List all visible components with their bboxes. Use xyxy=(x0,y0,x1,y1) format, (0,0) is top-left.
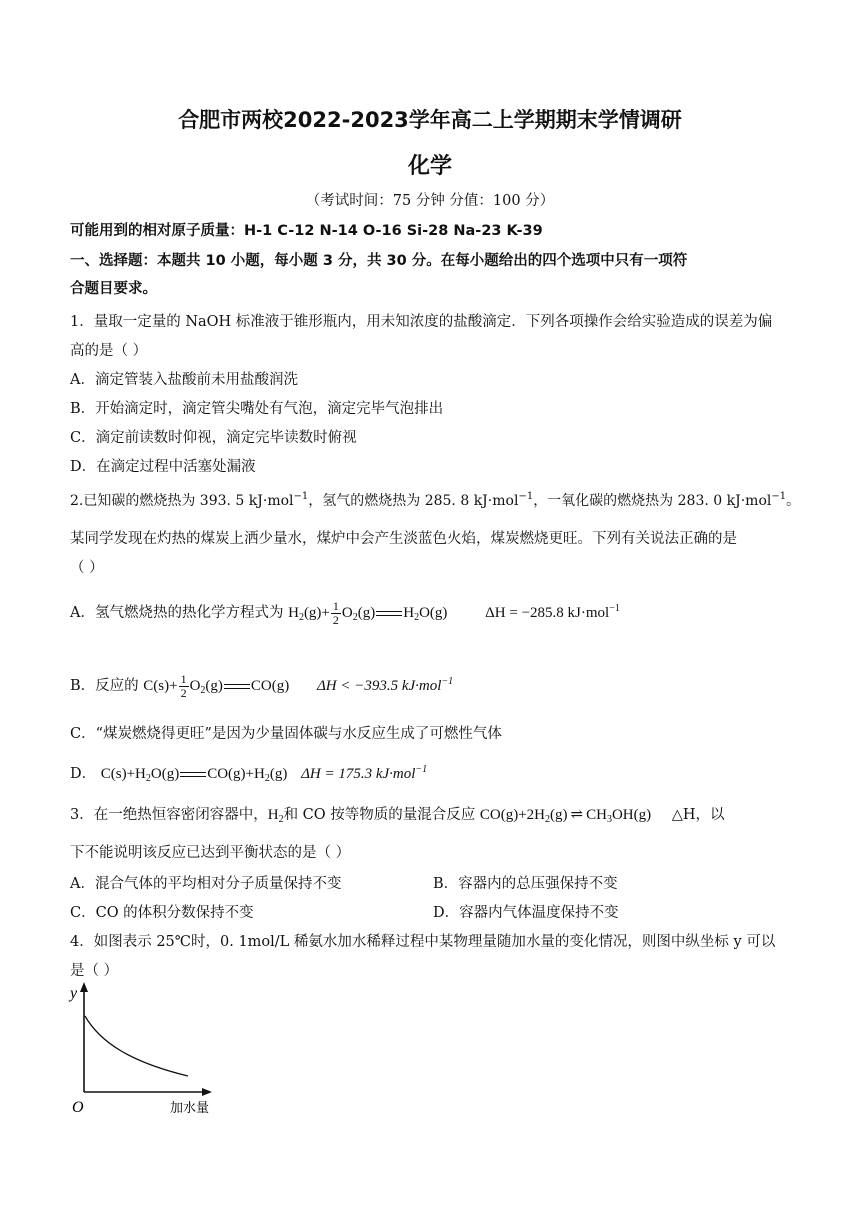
q3-stem-c: △H，以 xyxy=(671,807,725,823)
q3-stem-line2: 下不能说明该反应已达到平衡状态的是（ ） xyxy=(70,845,351,861)
q3-eq-sub3: 3 xyxy=(606,814,612,825)
dh-sup-b: −1 xyxy=(441,675,454,687)
q2-stem-part2: ，氢气的燃烧热为 285. 8 kJ·mol xyxy=(308,493,519,509)
exam-info: （考试时间：75 分钟 分值：100 分） xyxy=(305,193,555,209)
graph-y-label: y xyxy=(70,985,78,1002)
eq-o-b-sub: 2 xyxy=(200,684,206,696)
eq-d1-sub: 2 xyxy=(145,773,151,784)
q2-option-a xyxy=(70,600,620,627)
section-heading-line2: 合题目要求。 xyxy=(70,281,157,297)
q2-option-d-dh xyxy=(301,766,427,782)
q2-stem-part4: 。 xyxy=(786,493,801,509)
y-axis-arrow-icon xyxy=(80,982,88,992)
q2-option-c: C．“煤炭燃烧得更旺”是因为少量固体碳与水反应生成了可燃性气体 xyxy=(70,726,502,742)
q3-h: H xyxy=(267,807,279,823)
eq-h: H xyxy=(288,604,299,621)
eq-d3: CO(g)+H xyxy=(207,766,265,782)
eq-d1: C(s)+H xyxy=(100,766,146,782)
q4-stem-line1: 4．如图表示 25℃时，0. 1mol/L 稀氨水加水稀释过程中某物理量随加水量的变化情况，则图中纵坐标 y 可以 xyxy=(70,934,776,950)
eq-o-sub2: 2 xyxy=(352,611,358,623)
eq-o: O xyxy=(341,604,353,621)
x-axis-arrow-icon xyxy=(202,1088,212,1096)
eq-d4: (g) xyxy=(269,766,288,782)
eq-c: C(s)+ xyxy=(143,677,178,694)
q3-eq-sub2: 2 xyxy=(545,814,551,825)
equals-sign-d xyxy=(180,772,206,777)
q2-sup2: −1 xyxy=(518,491,534,502)
eq-co: CO(g) xyxy=(250,677,290,694)
eq-product-h: H xyxy=(403,604,415,621)
graph-origin-label: O xyxy=(72,1099,84,1115)
q1-option-b: B．开始滴定时，滴定管尖嘴处有气泡，滴定完毕气泡排出 xyxy=(70,401,444,417)
eq-fraction xyxy=(331,600,341,627)
q2-option-d-equation xyxy=(101,766,291,782)
decay-curve xyxy=(85,1016,188,1076)
q2-option-d xyxy=(70,762,427,784)
q2-option-a-dh xyxy=(485,602,620,621)
dh-value: ΔH = −285.8 kJ·mol xyxy=(485,604,610,621)
q4-graph xyxy=(60,980,230,1115)
q3-option-b: B．容器内的总压强保持不变 xyxy=(433,876,618,892)
page-title: 合肥市两校2022-2023学年高二上学期期末学情调研 xyxy=(178,108,682,132)
q3-option-c: C．CO 的体积分数保持不变 xyxy=(70,905,254,921)
graph-x-label: 加水量 xyxy=(170,1101,210,1115)
dh-sup: −1 xyxy=(609,602,620,614)
section-heading-line1: 一、选择题：本题共 10 小题，每小题 3 分，共 30 分。在每小题给出的四个选项中只有一项符 xyxy=(70,253,688,269)
q2-option-b-equation xyxy=(143,672,293,700)
eq-product-tail: O(g) xyxy=(419,604,448,621)
q2-option-b-dh xyxy=(316,675,454,694)
frac-denominator-b: 2 xyxy=(180,686,187,700)
q2-option-b xyxy=(70,673,453,700)
q2-option-d-text: D． xyxy=(70,766,97,782)
dh-sup-d: −1 xyxy=(415,764,428,775)
frac-denominator: 2 xyxy=(332,613,339,627)
q1-option-d: D．在滴定过程中活塞处漏液 xyxy=(70,459,256,475)
q3-stem-a: 3．在一绝热恒容密闭容器中， xyxy=(70,807,268,823)
q3-eq-mid: (g) xyxy=(550,807,568,823)
q3-eq-right-a: CH xyxy=(586,807,607,823)
q3-option-d: D．容器内气体温度保持不变 xyxy=(433,905,619,921)
q1-stem-line1: 1．量取一定量的 NaOH 标准液于锥形瓶内，用未知浓度的盐酸滴定．下列各项操作会给实验造成的误差为偏 xyxy=(70,314,773,330)
frac-numerator: 1 xyxy=(332,599,339,613)
q2-sup3: −1 xyxy=(771,491,787,502)
eq-fraction-b xyxy=(179,673,189,700)
frac-numerator-b: 1 xyxy=(180,672,187,686)
q2-option-b-text: B．反应的 xyxy=(70,677,139,694)
q3-equation xyxy=(480,807,651,823)
eq-product-sub2: 2 xyxy=(414,611,420,623)
q1-option-a: A．滴定管装入盐酸前未用盐酸润洗 xyxy=(70,372,298,388)
eq-g-b: (g) xyxy=(205,677,223,694)
q2-stem-line3: （ ） xyxy=(70,560,104,576)
dh-value-b: ΔH < −393.5 kJ·mol xyxy=(316,677,442,694)
q2-option-a-equation xyxy=(288,599,451,627)
q3-stem-line1 xyxy=(70,803,725,825)
equilibrium-arrow-icon: ⇌ xyxy=(570,807,584,823)
eq-g-plus: (g)+ xyxy=(303,604,330,621)
subject-title: 化学 xyxy=(407,154,452,179)
eq-d2: O(g) xyxy=(150,766,180,782)
equals-sign-b xyxy=(224,684,250,689)
q2-sup1: −1 xyxy=(293,491,309,502)
q1-stem-line2: 高的是（ ） xyxy=(70,343,148,359)
q2-stem-part1: 2.已知碳的燃烧热为 393. 5 kJ·mol xyxy=(70,493,294,509)
q3-stem-b: 和 CO 按等物质的量混合反应 xyxy=(283,807,476,823)
q3-eq-left: CO(g)+2H xyxy=(479,807,546,823)
q4-stem-line2: 是（ ） xyxy=(70,963,119,979)
q3-eq-right-b: OH(g) xyxy=(611,807,652,823)
eq-o-b: O xyxy=(189,677,201,694)
q2-stem-line1 xyxy=(70,490,800,510)
q2-option-a-text: A．氢气燃烧热的热化学方程式为 xyxy=(70,604,284,621)
equals-sign xyxy=(376,611,402,616)
dh-value-d: ΔH = 175.3 kJ·mol xyxy=(301,766,416,782)
q2-stem-part3: ，一氧化碳的燃烧热为 283. 0 kJ·mol xyxy=(533,493,772,509)
atomic-masses: 可能用到的相对原子质量：H-1 C-12 N-14 O-16 Si-28 Na-23 K-39 xyxy=(70,223,543,239)
eq-d3-sub: 2 xyxy=(264,773,270,784)
eq-sub2: 2 xyxy=(298,611,304,623)
q3-option-a: A．混合气体的平均相对分子质量保持不变 xyxy=(70,876,342,892)
eq-g: (g) xyxy=(357,604,376,621)
q3-h-sub: 2 xyxy=(278,814,284,825)
q1-option-c: C．滴定前读数时仰视，滴定完毕读数时俯视 xyxy=(70,430,357,446)
q3-h2 xyxy=(268,807,284,823)
q2-stem-line2: 某同学发现在灼热的煤炭上洒少量水，煤炉中会产生淡蓝色火焰，煤炭燃烧更旺。下列有关说法正确的是 xyxy=(70,531,737,547)
